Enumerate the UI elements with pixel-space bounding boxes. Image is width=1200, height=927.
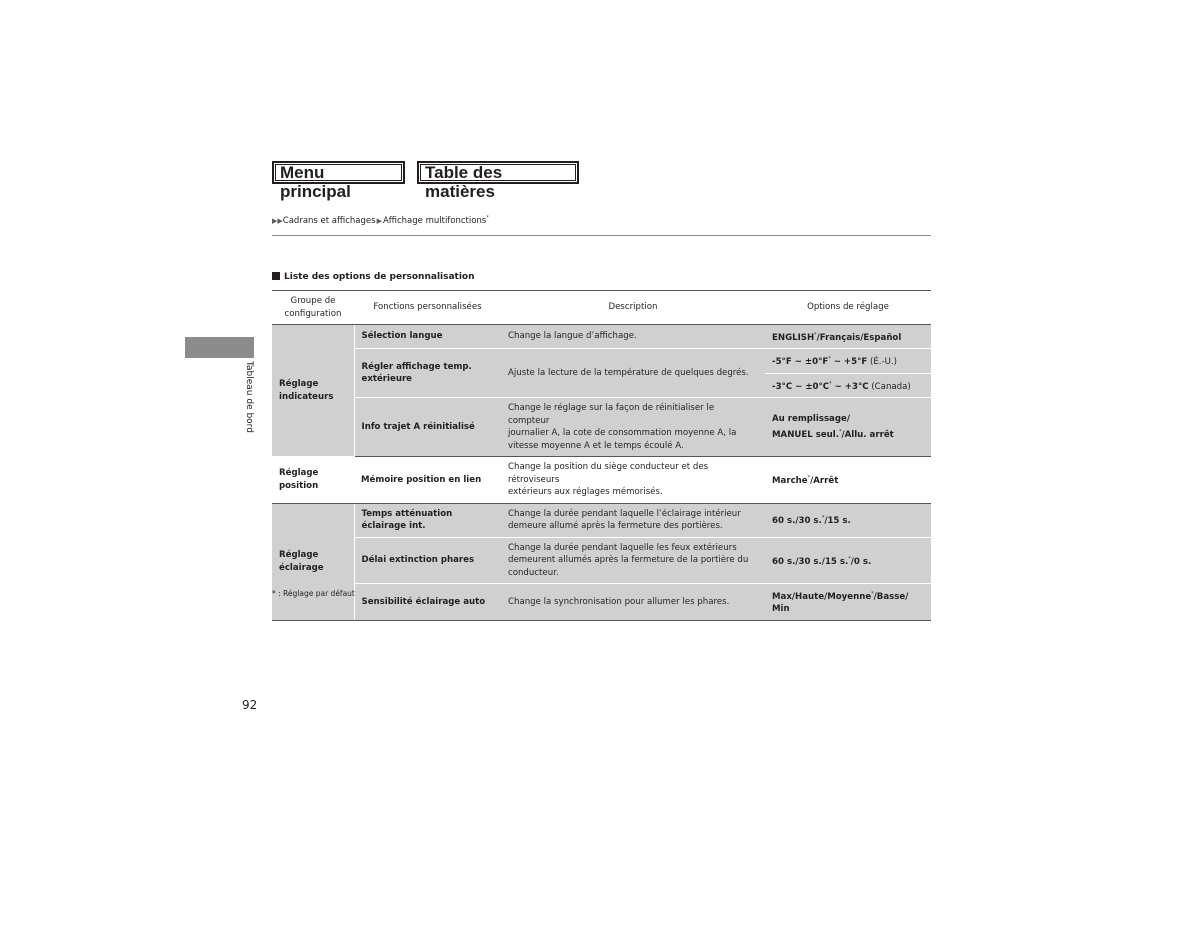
arrow-icon: ▶ [376,216,382,225]
opt-info-trajet: Au remplissage/ MANUEL seul.*/Allu. arrêt [772,414,894,440]
table-row [272,457,931,504]
opt-temp-fahrenheit: -5°F ~ ±0°F* ~ +5°F (É.-U.) [765,349,931,373]
double-arrow-icon: ▶▶ [272,216,283,225]
table-row [272,503,931,537]
header-description: Description [501,291,765,325]
footnote: * : Réglage par défaut [272,589,355,598]
opt-delai-extinction: 60 s./30 s./15 s.*/0 s. [765,537,931,584]
breadcrumb-link-affichage[interactable]: Affichage multifonctions [382,215,487,226]
section-title [272,272,475,282]
opt-temp-celsius: -3°C ~ ±0°C* ~ +3°C (Canada) [765,373,931,397]
header-options: Options de réglage [765,291,931,325]
chapter-label: Tableau de bord [244,361,254,433]
chapter-tab [185,337,254,358]
table-row [272,398,931,457]
breadcrumb-link-cadrans[interactable]: Cadrans et affichages [282,215,376,226]
fn-selection-langue: Sélection langue [354,325,501,349]
group-reglage-indicateurs: Réglage indicateurs [272,325,354,457]
desc-sensibilite-eclairage: Change la synchronisation pour allumer les phares. [501,584,765,621]
fn-temps-attenuation: Temps atténuation éclairage int. [354,503,501,537]
desc-selection-langue: Change la langue d’affichage. [501,325,765,349]
fn-sensibilite-eclairage: Sensibilité éclairage auto [354,584,501,621]
opt-sensibilite-eclairage: Max/Haute/Moyenne*/Basse/ Min [765,584,931,621]
menu-principal-button[interactable]: Menu principal [272,161,405,184]
table-row [272,349,931,373]
group-reglage-eclairage: Réglage éclairage [272,503,354,620]
page-number: 92 [242,698,258,712]
customization-options-table [272,290,931,621]
fn-memoire-position: Mémoire position en lien [354,457,501,504]
desc-memoire-position: Change la position du siège conducteur et des rétroviseurs extérieurs aux réglages mémorisés. [501,457,765,504]
desc-affichage-temp: Ajuste la lecture de la température de quelques degrés. [501,349,765,398]
desc-info-trajet: Change le réglage sur la façon de réinitialiser le compteur journalier A, la cote de consommation moyenne A, la vitesse moyenne A et le temps écoulé A. [508,403,737,451]
fn-delai-extinction: Délai extinction phares [354,537,501,584]
desc-delai-extinction: Change la durée pendant laquelle les feux extérieurs demeurent allumés après la fermeture de la portière du conducteur. [501,537,765,584]
table-row [272,584,931,621]
fn-info-trajet: Info trajet A réinitialisé [354,398,501,457]
opt-temps-attenuation: 60 s./30 s.*/15 s. [765,503,931,537]
table-row [272,325,931,349]
header-fonctions: Fonctions personnalisées [354,291,501,325]
opt-memoire-position: Marche*/Arrêt [765,457,931,504]
header-groupe: Groupe de configuration [272,291,354,325]
group-reglage-position: Réglage position [272,457,354,504]
desc-temps-attenuation: Change la durée pendant laquelle l’éclairage intérieur demeure allumé après la fermeture des portières. [501,503,765,537]
square-bullet-icon [272,272,280,280]
asterisk-mark: * [486,215,489,221]
table-row [272,537,931,584]
fn-affichage-temp: Régler affichage temp. extérieure [354,349,501,398]
breadcrumb [272,215,489,226]
section-title-text: Liste des options de personnalisation [284,272,475,282]
table-header-row [272,291,931,325]
header-divider [272,235,931,236]
opt-selection-langue: ENGLISH*/Français/Español [765,325,931,349]
table-des-matieres-button[interactable]: Table des matières [417,161,579,184]
